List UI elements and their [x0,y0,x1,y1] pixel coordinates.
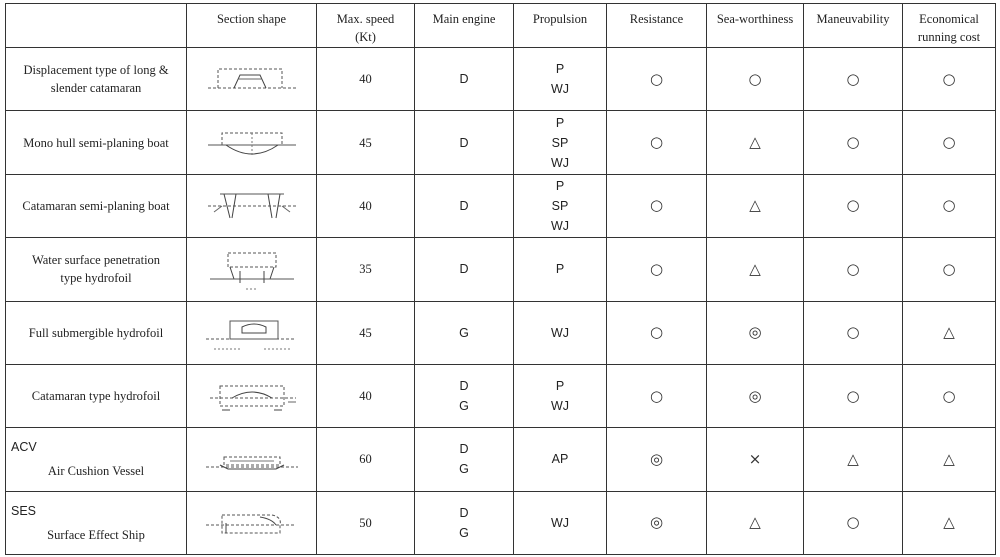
engine-value: D [459,198,469,213]
engine-value: D [459,442,469,457]
table-row [6,301,996,364]
max-speed-cell: 50 [317,491,415,554]
seaworthiness-rating: ◎ [748,323,762,342]
resistance-cell [607,491,707,554]
table-row [6,174,996,237]
seaworthiness-rating: × [748,449,762,468]
header-propulsion: Propulsion [514,4,607,48]
acv-section-icon [200,435,304,483]
header-max-speed [317,4,415,48]
main-engine-cell [415,491,514,554]
seaworthiness-rating: △ [749,133,761,152]
section-shape-cell [187,364,317,427]
submerged-hydrofoil-section-icon [200,309,304,357]
vessel-name-line1: Surface Effect Ship [47,527,145,542]
vessel-name-line1: Full submergible hydrofoil [28,325,164,340]
section-shape-cell [187,238,317,301]
maneuvability-cell [804,491,903,554]
resistance-rating: ◎ [649,449,664,468]
engine-value: G [459,325,469,340]
catamaran-hydrofoil-section-icon [200,372,304,420]
main-engine-cell [415,174,514,237]
vessel-name-line1: Mono hull semi-planing boat [23,135,169,150]
maneuvability-cell [804,111,903,174]
vessel-name-line1: Water surface penetration [31,253,161,268]
propulsion-value: SP [551,135,569,150]
max-speed-cell: 45 [317,111,415,174]
seaworthiness-cell [707,48,804,111]
propulsion-value: P [555,115,565,130]
vessel-type-cell [6,428,187,491]
economical-cost-cell [903,491,996,554]
propulsion-value: AP [551,452,569,467]
header-cost-line2: running cost [917,30,981,44]
seaworthiness-rating: △ [749,259,761,278]
seaworthiness-rating: △ [749,196,761,215]
header-max-speed-line1: Max. speed [336,12,395,26]
seaworthiness-cell [707,111,804,174]
header-row [6,4,996,48]
main-engine-cell [415,428,514,491]
max-speed-cell: 35 [317,238,415,301]
maneuvability-rating: ○ [846,259,860,278]
vessel-type-cell [6,111,187,174]
header-main-engine: Main engine [415,4,514,48]
header-section-shape: Section shape [187,4,317,48]
resistance-rating: ○ [649,323,664,342]
max-speed-cell: 40 [317,48,415,111]
economical-cost-rating: ○ [942,133,956,152]
resistance-cell [607,238,707,301]
maneuvability-cell [804,174,903,237]
engine-value: G [459,399,469,414]
economical-cost-cell [903,48,996,111]
header-cost-line1: Economical [919,12,979,26]
propulsion-cell [514,428,607,491]
propulsion-value: SP [551,198,569,213]
propulsion-value: P [555,379,565,394]
maneuvability-rating: ○ [846,133,860,152]
header-type [6,4,187,48]
economical-cost-rating: ○ [942,69,956,88]
economical-cost-rating: ○ [942,196,956,215]
vessel-type-cell [6,491,187,554]
economical-cost-rating: △ [943,513,955,532]
vessel-name-line1: Displacement type of long & [23,63,169,78]
vessel-type-cell [6,364,187,427]
vessel-type-cell [6,48,187,111]
engine-value: D [459,262,469,277]
propulsion-value: WJ [550,82,570,97]
maneuvability-cell [804,364,903,427]
vessel-name-line1: Catamaran semi-planing boat [22,198,170,213]
header-economical-cost [903,4,996,48]
economical-cost-rating: ○ [942,386,956,405]
resistance-cell [607,174,707,237]
resistance-cell [607,428,707,491]
main-engine-cell [415,301,514,364]
resistance-cell [607,111,707,174]
resistance-cell [607,364,707,427]
resistance-cell [607,48,707,111]
economical-cost-rating: ○ [942,259,956,278]
seaworthiness-rating: ◎ [748,386,762,405]
vessel-abbreviation: ACV [11,440,37,455]
seaworthiness-cell [707,491,804,554]
propulsion-cell [514,301,607,364]
maneuvability-rating: ○ [846,386,860,405]
header-maneuvability: Maneuvability [804,4,903,48]
main-engine-cell [415,48,514,111]
section-shape-cell [187,111,317,174]
seaworthiness-cell [707,238,804,301]
ses-section-icon [200,499,304,547]
section-shape-cell [187,491,317,554]
resistance-rating: ○ [649,69,664,88]
section-shape-cell [187,48,317,111]
seaworthiness-cell [707,428,804,491]
maneuvability-cell [804,301,903,364]
header-resistance: Resistance [607,4,707,48]
economical-cost-cell [903,301,996,364]
table-row [6,48,996,111]
monohull-section-icon [200,119,304,167]
propulsion-value: WJ [550,399,570,414]
economical-cost-cell [903,111,996,174]
economical-cost-rating: △ [943,323,955,342]
maneuvability-cell [804,238,903,301]
vessel-name-line1: Catamaran type hydrofoil [31,389,161,404]
resistance-rating: ○ [649,133,664,152]
table-row [6,364,996,427]
propulsion-cell [514,174,607,237]
vessel-type-cell [6,238,187,301]
maneuvability-cell [804,428,903,491]
resistance-rating: ○ [649,196,664,215]
engine-value: G [459,462,469,477]
max-speed-cell: 40 [317,364,415,427]
catamaran-slender-section-icon [200,55,304,103]
resistance-rating: ◎ [649,513,664,532]
maneuvability-rating: ○ [846,196,860,215]
section-shape-cell [187,174,317,237]
table-row [6,238,996,301]
resistance-rating: ○ [649,259,664,278]
max-speed-cell: 60 [317,428,415,491]
max-speed-cell: 45 [317,301,415,364]
main-engine-cell [415,364,514,427]
engine-value: D [459,72,469,87]
propulsion-value: WJ [550,515,570,530]
economical-cost-rating: △ [943,449,955,468]
header-max-speed-line2: (Kt) [355,30,376,44]
economical-cost-cell [903,174,996,237]
seaworthiness-rating: △ [749,513,761,532]
seaworthiness-cell [707,301,804,364]
propulsion-value: P [555,62,565,77]
table-row [6,111,996,174]
propulsion-value: WJ [550,155,570,170]
propulsion-value: WJ [550,325,570,340]
section-shape-cell [187,301,317,364]
propulsion-cell [514,491,607,554]
propulsion-cell [514,48,607,111]
max-speed-cell: 40 [317,174,415,237]
propulsion-cell [514,238,607,301]
table-row [6,428,996,491]
table-row [6,491,996,554]
seaworthiness-cell [707,174,804,237]
maneuvability-rating: △ [847,449,859,468]
economical-cost-cell [903,428,996,491]
catamaran-semiplaning-section-icon [200,182,304,230]
propulsion-value: P [555,178,565,193]
comparison-table [5,3,996,555]
economical-cost-cell [903,364,996,427]
vessel-abbreviation: SES [11,503,37,518]
resistance-cell [607,301,707,364]
vessel-type-cell [6,301,187,364]
engine-value: D [459,379,469,394]
maneuvability-rating: ○ [846,69,860,88]
vessel-name-line2: slender catamaran [50,81,142,96]
maneuvability-rating: ○ [846,513,860,532]
vessel-name-line2: type hydrofoil [60,271,132,286]
surface-hydrofoil-section-icon [200,245,304,293]
propulsion-cell [514,111,607,174]
propulsion-cell [514,364,607,427]
resistance-rating: ○ [649,386,664,405]
maneuvability-cell [804,48,903,111]
economical-cost-cell [903,238,996,301]
section-shape-cell [187,428,317,491]
vessel-type-cell [6,174,187,237]
seaworthiness-cell [707,364,804,427]
maneuvability-rating: ○ [846,323,860,342]
seaworthiness-rating: ○ [748,69,762,88]
propulsion-value: WJ [550,218,570,233]
engine-value: D [459,135,469,150]
header-seaworthiness: Sea-worthiness [707,4,804,48]
propulsion-value: P [555,262,565,277]
engine-value: G [459,525,469,540]
vessel-name-line1: Air Cushion Vessel [47,464,145,479]
main-engine-cell [415,111,514,174]
main-engine-cell [415,238,514,301]
engine-value: D [459,505,469,520]
